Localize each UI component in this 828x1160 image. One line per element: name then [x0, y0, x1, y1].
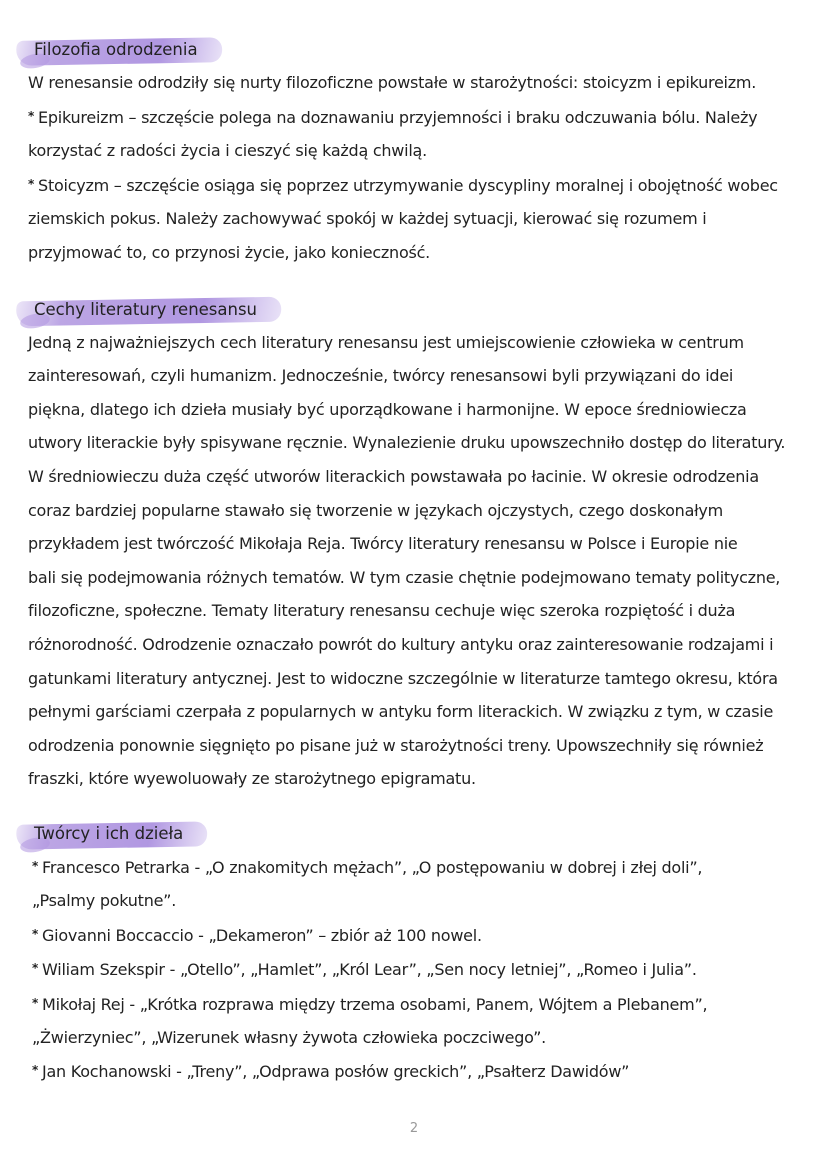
bullet-asterisk-icon: * [28, 176, 35, 191]
bullet-asterisk-icon: * [28, 108, 35, 123]
section-filozofia-odrodzenia [28, 36, 798, 270]
text-line: coraz bardziej popularne stawało się tworzenie w językach ojczystych, czego doskonałym [28, 500, 723, 520]
text-line: Giovanni Boccaccio - „Dekameron” – zbiór aż 100 nowel. [42, 925, 482, 945]
bullet-asterisk-icon: * [32, 995, 39, 1010]
page-number: 2 [409, 1121, 419, 1136]
bullet-item [28, 168, 798, 270]
text-line: filozoficzne, społeczne. Tematy literatury renesansu cechuje więc szeroka rozpiętość i duża [28, 601, 736, 621]
bullet-item [28, 987, 798, 1055]
section-heading: Cechy literatury renesansu [26, 296, 267, 324]
bullet-item [28, 100, 798, 168]
section-cechy-literatury [28, 296, 798, 796]
bullet-asterisk-icon: * [32, 926, 39, 941]
text-line: Jan Kochanowski - „Treny”, „Odprawa posłów greckich”, „Psałterz Dawidów” [42, 1062, 630, 1082]
text-line: Francesco Petrarka - „O znakomitych mężach”, „O postępowaniu w dobrej i złej doli”, [42, 857, 703, 877]
text-line: „Psalmy pokutne”. [32, 891, 177, 911]
text-line: przykładem jest twórczość Mikołaja Reja. Twórcy literatury renesansu w Polsce i Europie nie [28, 534, 738, 554]
text-line: bali się podejmowania różnych tematów. W tym czasie chętnie podejmowano tematy polityczne, [28, 567, 781, 587]
text-line: pełnymi garściami czerpała z popularnych w antyku form literackich. W związku z tym, w czasie [28, 702, 774, 722]
text-line: Mikołaj Rej - „Krótka rozprawa między trzema osobami, Panem, Wójtem a Plebanem”, [42, 994, 708, 1014]
bullet-item [28, 952, 798, 986]
text-line: różnorodność. Odrodzenie oznaczało powrót do kultury antyku oraz zainteresowanie rodzajami i [28, 634, 774, 654]
text-line: Wiliam Szekspir - „Otello”, „Hamlet”, „Król Lear”, „Sen nocy letniej”, „Romeo i Julia”. [42, 960, 697, 980]
bullet-asterisk-icon: * [32, 961, 39, 976]
bullet-asterisk-icon: * [32, 1063, 39, 1078]
text-line: przyjmować to, co przynosi życie, jako konieczność. [28, 242, 430, 262]
text-line: utwory literackie były spisywane ręcznie. Wynalezienie druku upowszechniło dostęp do literatury. [28, 433, 786, 453]
text-line: piękna, dlatego ich dzieła musiały być uporządkowane i harmonijne. W epoce średniowiecza [28, 399, 747, 419]
section-heading: Twórcy i ich dzieła [26, 820, 193, 848]
text-line: ziemskich pokus. Należy zachowywać spokój w każdej sytuacji, kierować się rozumem i [28, 209, 707, 229]
text-line: fraszki, które wyewoluowały ze starożytnego epigramatu. [28, 769, 476, 789]
section-tworcy [28, 820, 798, 1089]
text-line: „Żwierzyniec”, „Wizerunek własny żywota człowieka poczciwego”. [32, 1027, 546, 1047]
text-line: Stoicyzm – szczęście osiąga się poprzez utrzymywanie dyscypliny moralnej i obojętność wobec [38, 175, 778, 195]
bullet-asterisk-icon: * [32, 858, 39, 873]
text-line: korzystać z radości życia i cieszyć się każdą chwilą. [28, 141, 427, 161]
bullet-item [28, 850, 798, 918]
text-line: Epikureizm – szczęście polega na doznawaniu przyjemności i braku odczuwania bólu. Należy [38, 107, 758, 127]
text-line: zainteresowań, czyli humanizm. Jednocześnie, twórcy renesansowi byli przywiązani do idei [28, 366, 734, 386]
text-line: Jedną z najważniejszych cech literatury renesansu jest umiejscowienie człowieka w centrum [28, 332, 744, 352]
text-line: W średniowieczu duża część utworów literackich powstawała po łacinie. W okresie odrodzenia [28, 466, 759, 486]
bullet-item [28, 918, 798, 952]
bullet-item [28, 1054, 798, 1088]
section-heading: Filozofia odrodzenia [26, 36, 208, 64]
text-line: gatunkami literatury antycznej. Jest to widoczne szczególnie w literaturze tamtego okresu, która [28, 668, 778, 688]
section-intro: W renesansie odrodziły się nurty filozoficzne powstałe w starożytności: stoicyzm i epikureizm. [28, 73, 757, 92]
text-line: odrodzenia ponownie sięgnięto po pisane już w starożytności treny. Upowszechniły się również [28, 735, 764, 755]
